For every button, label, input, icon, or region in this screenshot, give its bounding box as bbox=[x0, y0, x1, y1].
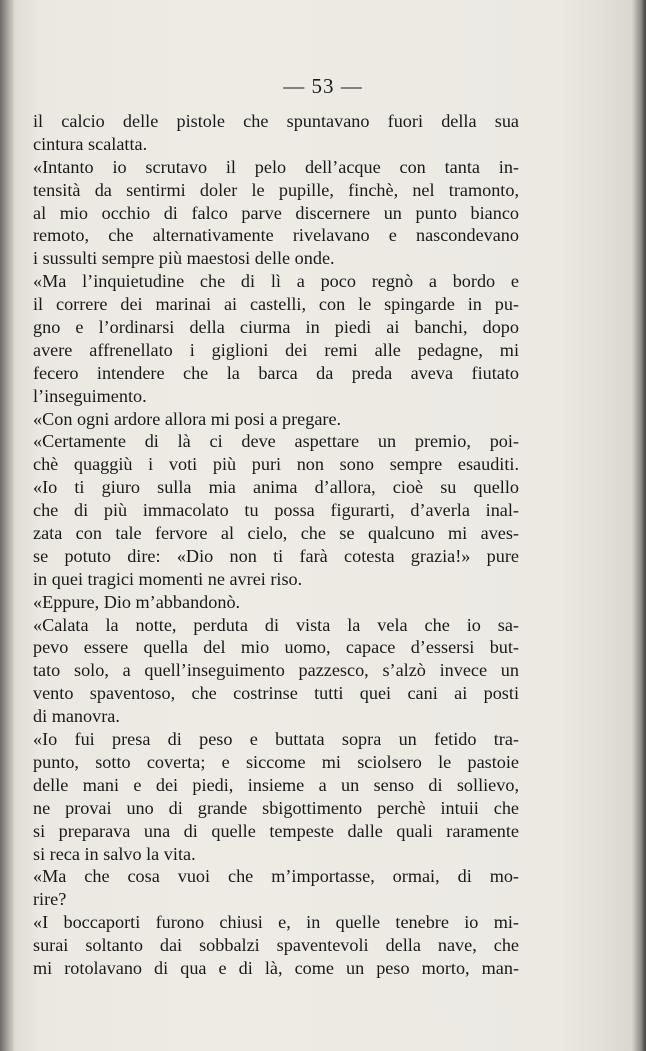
text-line: «I boccaporti furono chiusi e, in quelle tenebre io mi- bbox=[33, 912, 519, 933]
body-text bbox=[33, 110, 519, 980]
text-line: il calcio delle pistole che spuntavano fuori della sua bbox=[33, 111, 519, 131]
text-line: si preparava una di quelle tempeste dalle quali raramente bbox=[33, 820, 519, 841]
text-line: «Ma che cosa vuoi che m’importasse, ormai, di mo- bbox=[33, 866, 519, 887]
text-line: di manovra. bbox=[33, 706, 120, 727]
text-line: chè quaggiù i voti più puri non sono sempre esauditi. bbox=[33, 454, 519, 475]
text-line: remoto, che alternativamente rivelavano e nascondevano bbox=[33, 225, 519, 246]
text-line: «Io fui presa di peso e buttata sopra un fetido tra- bbox=[33, 729, 519, 750]
text-line: «Con ogni ardore allora mi posi a pregare. bbox=[33, 408, 342, 429]
page-number: — 53 — bbox=[283, 74, 363, 98]
text-line: avere affrenellato i giglioni dei remi alle pedagne, mi bbox=[33, 339, 519, 360]
text-line: «Calata la notte, perduta di vista la vela che io sa- bbox=[33, 614, 519, 635]
text-line: mi rotolavano di qua e di là, come un peso morto, man- bbox=[33, 957, 519, 978]
text-line: al mio occhio di falco parve discernere un punto bianco bbox=[33, 202, 519, 223]
text-line: il correre dei marinai ai castelli, con le spingarde in pu- bbox=[33, 294, 519, 315]
text-line: surai soltanto dai sobbalzi spaventevoli della nave, che bbox=[33, 935, 519, 956]
text-line: l’inseguimento. bbox=[33, 385, 147, 406]
text-line: che di più immacolato tu possa figurarti, d’averla inal- bbox=[33, 500, 519, 521]
text-line: «Io ti giuro sulla mia anima d’allora, cioè su quello bbox=[33, 477, 519, 498]
text-line: in quei tragici momenti ne avrei riso. bbox=[33, 568, 303, 589]
text-line: si reca in salvo la vita. bbox=[33, 843, 196, 864]
text-line: zata con tale fervore al cielo, che se qualcuno mi aves- bbox=[33, 523, 519, 544]
binding-shadow bbox=[0, 0, 14, 1051]
text-line: ne provai uno di grande sbigottimento perchè intuii che bbox=[33, 797, 519, 818]
text-line: cintura scalatta. bbox=[33, 133, 148, 154]
text-line: punto, sotto coverta; e siccome mi sciolsero le pastoie bbox=[33, 751, 519, 772]
text-line: gno e l’ordinarsi della ciurma in piedi ai banchi, dopo bbox=[33, 317, 519, 338]
text-line: «Intanto io scrutavo il pelo dell’acque con tanta in- bbox=[33, 156, 519, 177]
text-line: «Ma l’inquietudine che di lì a poco regnò a bordo e bbox=[33, 271, 519, 292]
page-edge bbox=[632, 0, 646, 1051]
text-line: tato solo, a quell’inseguimento pazzesco, s’alzò invece un bbox=[33, 660, 519, 681]
text-line: «Eppure, Dio m’abbandonò. bbox=[33, 591, 241, 612]
text-line: vento spaventoso, che costrinse tutti quei cani ai posti bbox=[33, 683, 519, 704]
text-line: rire? bbox=[33, 889, 67, 910]
text-line: se potuto dire: «Dio non ti farà cotesta grazia!» pure bbox=[33, 545, 519, 566]
text-line: fecero intendere che la barca da preda aveva fiutato bbox=[33, 362, 519, 383]
text-line: i sussulti sempre più maestosi delle onde. bbox=[33, 248, 335, 269]
text-line: delle mani e dei piedi, insieme a un senso di sollievo, bbox=[33, 774, 519, 795]
text-line: «Certamente di là ci deve aspettare un premio, poi- bbox=[33, 431, 519, 452]
text-line: tensità da sentirmi doler le pupille, finchè, nel tramonto, bbox=[33, 179, 519, 200]
text-line: pevo essere quella del mio uomo, capace d’essersi but- bbox=[33, 637, 519, 658]
